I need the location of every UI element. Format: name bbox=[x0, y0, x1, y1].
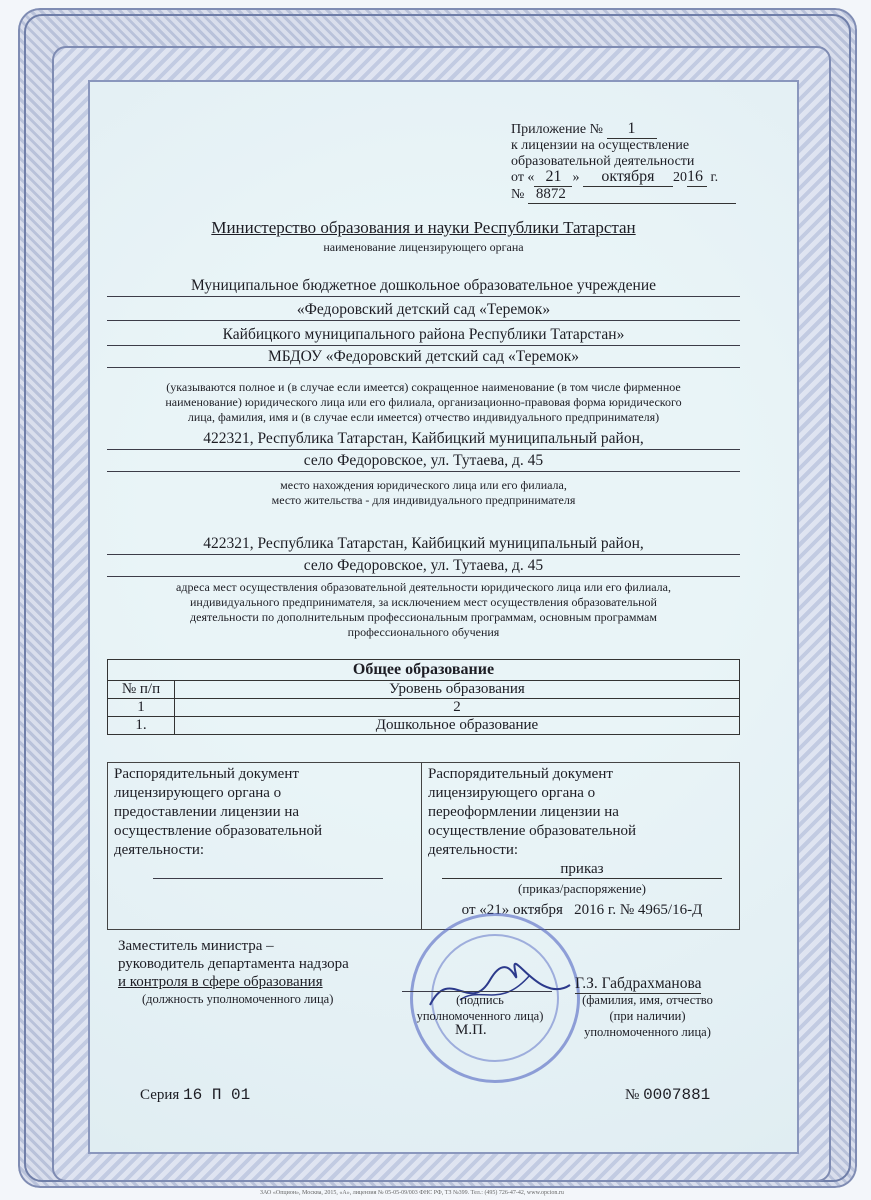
org-line-4: МБДОУ «Федоровский детский сад «Теремок» bbox=[267, 348, 580, 365]
grant-line-2: лицензирующего органа о bbox=[114, 785, 282, 801]
authority-caption: наименование лицензирующего органа bbox=[323, 240, 524, 254]
license-number-line bbox=[511, 186, 736, 204]
signature-caption-1: (подпись bbox=[456, 993, 504, 1007]
grant-document-box bbox=[107, 762, 422, 930]
org-underline-1 bbox=[107, 296, 740, 297]
activity-line-2: село Федоровское, ул. Тутаева, д. 45 bbox=[303, 557, 544, 574]
activity-underline-1 bbox=[107, 554, 740, 555]
org-line-3: Кайбицкого муниципального района Республики Татарстан» bbox=[222, 326, 625, 343]
date-mid: » bbox=[572, 170, 580, 185]
table-row bbox=[108, 717, 740, 735]
table-title-row bbox=[108, 660, 740, 681]
header-level: Уровень образования bbox=[175, 681, 740, 699]
date-year-prefix: 20 bbox=[672, 170, 687, 185]
activity-caption-2: индивидуального предпринимателя, за исключением мест осуществления образовательной bbox=[190, 595, 657, 609]
grant-line-3: предоставлении лицензии на bbox=[114, 804, 300, 820]
org-caption-1: (указываются полное и (в случае если имеется) сокращенное наименование (в том числе фирменное bbox=[166, 380, 681, 394]
name-caption-2: (при наличии) bbox=[609, 1009, 686, 1023]
signatory-position bbox=[118, 937, 349, 991]
series-label: Серия bbox=[140, 1087, 180, 1103]
signature-caption bbox=[395, 992, 565, 1024]
appendix-label: Приложение № bbox=[511, 122, 603, 137]
activity-caption-1: адреса мест осуществления образовательной деятельности юридического лица или его филиала, bbox=[176, 580, 671, 594]
org-line-2: «Федоровский детский сад «Теремок» bbox=[296, 301, 551, 318]
reissue-document-box bbox=[421, 762, 740, 930]
signatory-name: Г.З. Габдрахманова bbox=[575, 975, 702, 992]
appendix-number: 1 bbox=[607, 120, 657, 139]
table-index-row bbox=[108, 699, 740, 717]
org-underline-3 bbox=[107, 345, 740, 346]
order-reference: от «21» октября 2016 г. № 4965/16-Д bbox=[461, 902, 703, 918]
position-line-3: и контроля в сфере образования bbox=[118, 974, 323, 990]
authority-name: Министерство образования и науки Республики Татарстан bbox=[211, 218, 636, 237]
date-year-unit: г. bbox=[710, 170, 719, 185]
series-value: 16 П 01 bbox=[183, 1086, 251, 1104]
order-type: приказ bbox=[442, 861, 722, 879]
row-level: Дошкольное образование bbox=[175, 717, 740, 735]
signature-caption-2: уполномоченного лица) bbox=[416, 1009, 544, 1023]
appendix-line3: образовательной деятельности bbox=[511, 154, 695, 169]
location-caption bbox=[107, 478, 740, 508]
position-line-2: руководитель департамента надзора bbox=[118, 956, 349, 972]
education-table bbox=[107, 659, 740, 735]
seal-label: М.П. bbox=[455, 1022, 487, 1038]
grant-line-5: деятельности: bbox=[114, 842, 205, 858]
form-number bbox=[625, 1086, 710, 1104]
activity-line-1: 422321, Республика Татарстан, Кайбицкий муниципальный район, bbox=[203, 535, 644, 552]
grant-line-1: Распорядительный документ bbox=[114, 766, 299, 782]
row-number: 1. bbox=[108, 717, 175, 735]
location-caption-2: место жительства - для индивидуального предпринимателя bbox=[271, 493, 576, 507]
grant-blank-line bbox=[153, 878, 383, 879]
reissue-line-1: Распорядительный документ bbox=[428, 766, 613, 782]
activity-caption-3: деятельности по дополнительным профессиональным программам, основным программам bbox=[190, 610, 657, 624]
header-number: № п/п bbox=[108, 681, 175, 699]
grant-line-4: осуществление образовательной bbox=[114, 823, 322, 839]
appendix-line2: к лицензии на осуществление bbox=[511, 138, 690, 153]
name-caption-1: (фамилия, имя, отчество bbox=[582, 993, 713, 1007]
location-underline-2 bbox=[107, 471, 740, 472]
reissue-line-2: лицензирующего органа о bbox=[428, 785, 596, 801]
location-caption-1: место нахождения юридического лица или его филиала, bbox=[280, 478, 567, 492]
org-line-1: Муниципальное бюджетное дошкольное образовательное учреждение bbox=[191, 277, 656, 294]
index-col-1: 1 bbox=[108, 699, 175, 717]
position-line-1: Заместитель министра – bbox=[118, 938, 274, 954]
org-caption bbox=[107, 380, 740, 425]
position-caption: (должность уполномоченного лица) bbox=[142, 992, 334, 1006]
appendix-date bbox=[511, 168, 718, 187]
license-number: 8872 bbox=[528, 186, 736, 204]
activity-underline-2 bbox=[107, 576, 740, 577]
index-col-2: 2 bbox=[175, 699, 740, 717]
activity-caption-4: профессионального обучения bbox=[347, 625, 500, 639]
order-caption: (приказ/распоряжение) bbox=[518, 881, 646, 896]
appendix-label-line bbox=[511, 120, 657, 139]
form-series bbox=[140, 1086, 250, 1104]
table-header-row bbox=[108, 681, 740, 699]
org-caption-2: наименование) юридического лица или его филиала, организационно-правовая форма юридического bbox=[165, 395, 682, 409]
printer-credit: ЗАО «Опцион», Москва, 2015, «А», лицензия № 05-05-09/003 ФНС РФ, ТЗ №399. Тел.: (495) 726-47-42, www.opcion.ru bbox=[260, 1190, 564, 1196]
org-underline-2 bbox=[107, 320, 740, 321]
date-month: октября bbox=[583, 168, 673, 187]
reissue-line-3: переоформлении лицензии на bbox=[428, 804, 619, 820]
number-label: № bbox=[625, 1087, 640, 1103]
org-underline-4 bbox=[107, 367, 740, 368]
number-value: 0007881 bbox=[643, 1086, 711, 1104]
location-line-2: село Федоровское, ул. Тутаева, д. 45 bbox=[303, 452, 544, 469]
date-prefix: от « bbox=[511, 170, 535, 185]
reissue-line-5: деятельности: bbox=[428, 842, 519, 858]
org-caption-3: лица, фамилия, имя и (в случае если имеется) отчество индивидуального предпринимателя) bbox=[187, 410, 660, 424]
name-caption bbox=[560, 992, 735, 1040]
activity-caption bbox=[107, 580, 740, 640]
location-line-1: 422321, Республика Татарстан, Кайбицкий муниципальный район, bbox=[203, 430, 644, 447]
date-year-suffix: 16 bbox=[687, 168, 707, 187]
location-underline-1 bbox=[107, 449, 740, 450]
reissue-line-4: осуществление образовательной bbox=[428, 823, 636, 839]
date-day: 21 bbox=[534, 168, 572, 187]
license-number-sign: № bbox=[511, 187, 525, 202]
table-title: Общее образование bbox=[108, 660, 740, 681]
name-caption-3: уполномоченного лица) bbox=[584, 1025, 711, 1039]
